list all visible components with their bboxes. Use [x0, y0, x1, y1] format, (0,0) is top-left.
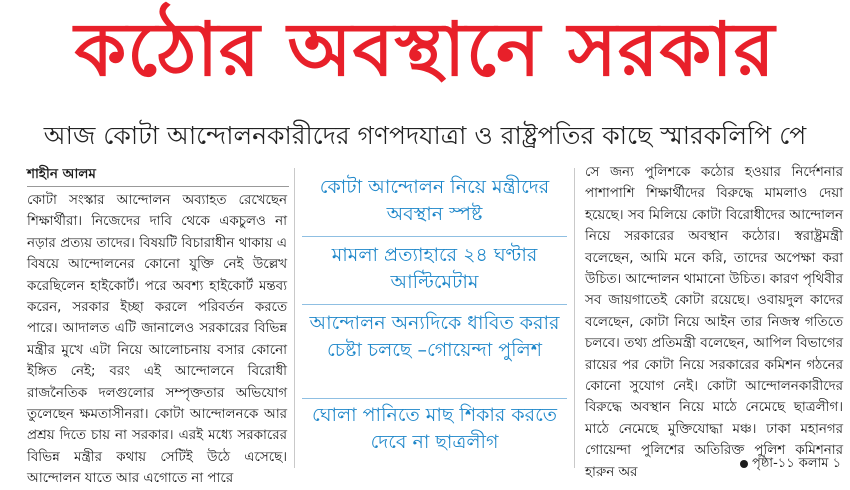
- byline-divider: [27, 186, 289, 187]
- right-column-text: সে জন্য পুলিশকে কঠোর হওয়ার নির্দেশনার পাশাপাশি শিক্ষার্থীদের বিরুদ্ধে মামলাও দেয়া হয়েছে। সব মিলিয়ে কোটা বিরোধীদের আন্দোলন নিয়ে সরকারের অবস্থান কঠোর। স্বরাষ্ট্রমন্ত্রী বলেছেন, আমি মনে করি, তাদের অপেক্ষা করা উচিত। আন্দোলন থামানো উচিত। কারণ পৃথিবীর সব জায়গাতেই কোটা রয়েছে। ওবায়দুল কাদের বলেছেন, কোটা নিয়ে আইন তার নিজস্ব গতিতে চলবে। তথ্য প্রতিমন্ত্রী বলেছেন, আপিল বিভাগের রায়ের পর কোটা নিয়ে সরকারের কমিশন গঠনের কোনো সুযোগ নেই। কোটা আন্দোলনকারীদের বিরুদ্ধে অবস্থান নিয়ে মাঠে নেমেছে ছাত্রলীগ। মাঠে নেমেছে মুক্তিযোদ্ধা মঞ্চ। ঢাকা মহানগর গোয়েন্দা পুলিশের অতিরিক্ত পুলিশ কমিশনার হারুন অর: [585, 165, 843, 480]
- bullet-icon: [740, 460, 748, 468]
- continuation-marker: [740, 454, 841, 475]
- byline: শাহীন আলম: [27, 166, 96, 182]
- continuation-label: পৃষ্ঠা-১১ কলাম ১: [752, 456, 842, 471]
- pull-quote-3: আন্দোলন অন্যদিকে ধাবিত করার চেষ্টা চলছে –গোয়েন্দা পুলিশ: [309, 312, 560, 361]
- pull-quote-divider: [302, 304, 567, 305]
- left-column-text: কোটা সংস্কার আন্দোলন অব্যাহত রেখেছেন শিক্ষার্থীরা। নিজেদের দাবি থেকে একচুলও না নড়ার প্রত্যয় তাদের। বিষয়টি বিচারাধীন থাকায় এ বিষয়ে আন্দোলনের কোনো যুক্তি নেই উল্লেখ করেছিলেন হাইকোর্ট। পরে অবশ্য হাইকোর্ট মন্তব্য করেন, সরকার ইচ্ছা করলে পরিবর্তন করতে পারে। আদালত এটি জানালেও সরকারের বিভিন্ন মন্ত্রীর মুখে এটা নিয়ে আলোচনায় বসার কোনো ইঙ্গিত নেই; বরং এই আন্দোলনে বিরোধী রাজনৈতিক দলগুলোর সম্পৃক্ততার অভিযোগ তুলেছেন ক্ষমতাসীনরা। কোটা আন্দোলনকে আর প্রশ্রয় দিতে চায় না সরকার। এরই মধ্যে সরকারের বিভিন্ন মন্ত্রীর কথায় সেটিই উঠে এসেছে। আন্দোলন যাতে আর এগোতে না পারে: [27, 193, 287, 487]
- pull-quote-divider: [302, 398, 567, 399]
- pull-quote-4: ঘোলা পানিতে মাছ শিকার করতে দেবে না ছাত্রলীগ: [312, 404, 557, 453]
- pull-quote-panel: [302, 164, 567, 470]
- pull-quote-2: মামলা প্রত্যাহারে ২৪ ঘণ্টার আল্টিমেটাম: [331, 244, 538, 293]
- column-divider-right: [574, 168, 575, 468]
- pull-quote-1: কোটা আন্দোলন নিয়ে মন্ত্রীদের অবস্থান স্পষ্ট: [319, 176, 550, 225]
- column-divider-left: [294, 168, 295, 468]
- subheadline: আজ কোটা আন্দোলনকারীদের গণপদযাত্রা ও রাষ্ট্রপতির কাছে স্মারকলিপি পে: [43, 121, 807, 150]
- headline: কঠোর অবস্থানে সরকার: [74, 7, 776, 93]
- pull-quote-divider: [302, 236, 567, 237]
